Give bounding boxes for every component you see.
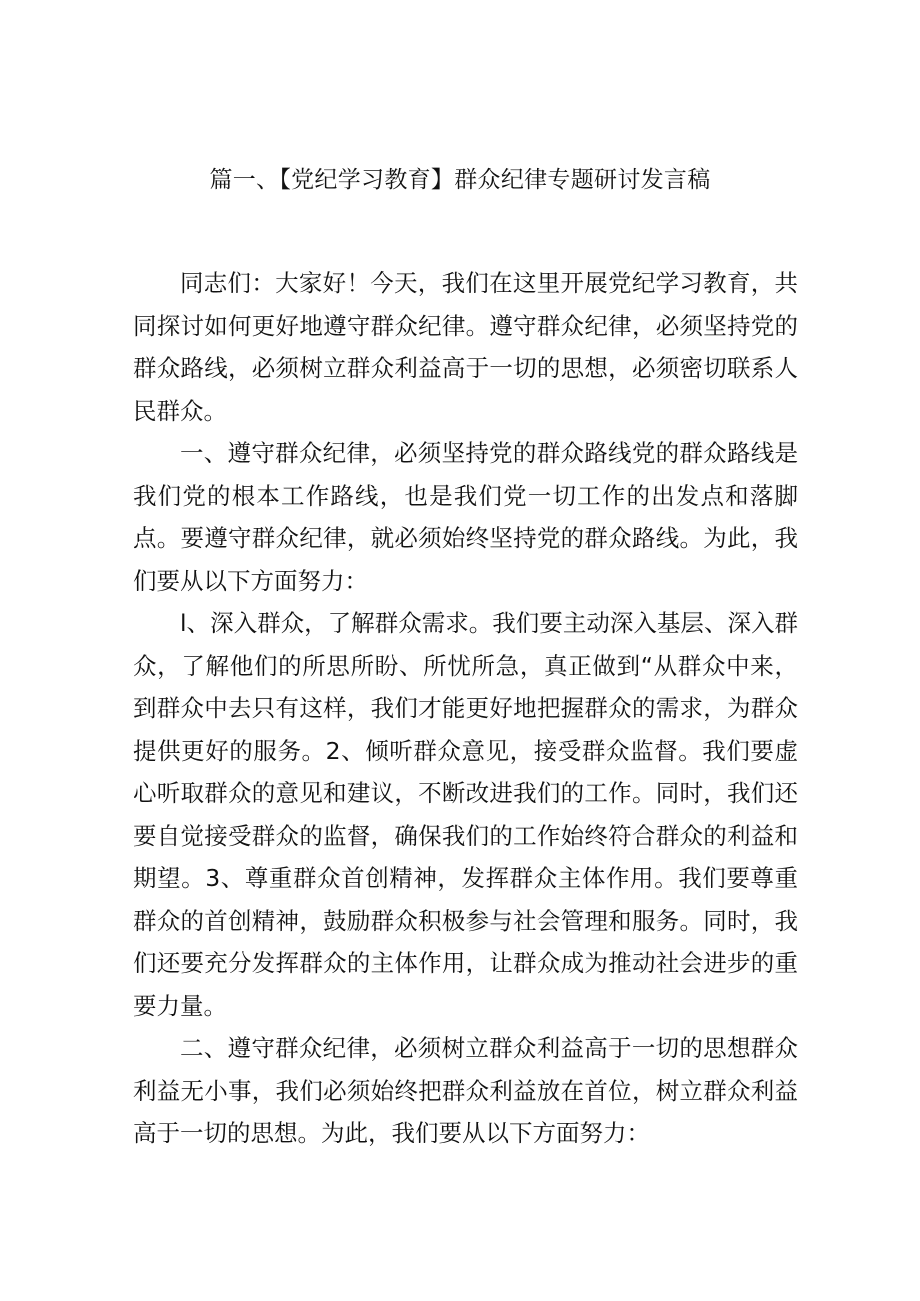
paragraph-greeting: 同志们：大家好！今天，我们在这里开展党纪学习教育，共同探讨如何更好地遵守群众纪律。遵守群众纪律，必须坚持党的群众路线，必须树立群众利益高于一切的思想，必须密切联系人民群众。	[133, 269, 798, 425]
document-body	[133, 262, 798, 1155]
paragraph-section-two: 二、遵守群众纪律，必须树立群众利益高于一切的思想群众利益无小事，我们必须始终把群众利益放在首位，树立群众利益高于一切的思想。为此，我们要从以下方面努力：	[133, 1034, 798, 1147]
document-title: 篇一、【党纪学习教育】群众纪律专题研讨发言稿	[209, 167, 711, 193]
paragraph-section-one: 一、遵守群众纪律，必须坚持党的群众路线党的群众路线是我们党的根本工作路线，也是我们党一切工作的出发点和落脚点。要遵守群众纪律，就必须始终坚持党的群众路线。为此，我们要从以下方面努力：	[133, 439, 798, 595]
paragraph-section-one-points: l、深入群众，了解群众需求。我们要主动深入基层、深入群众，了解他们的所思所盼、所忧所急，真正做到“从群众中来，到群众中去只有这样，我们才能更好地把握群众的需求，为群众提供更好的服务。2、倾听群众意见，接受群众监督。我们要虚心听取群众的意见和建议，不断改进我们的工作。同时，我们还要自觉接受群众的监督，确保我们的工作始终符合群众的利益和期望。3、尊重群众首创精神，发挥群众主体作用。我们要尊重群众的首创精神，鼓励群众积极参与社会管理和服务。同时，我们还要充分发挥群众的主体作用，让群众成为推动社会进步的重要力量。	[133, 609, 798, 1020]
